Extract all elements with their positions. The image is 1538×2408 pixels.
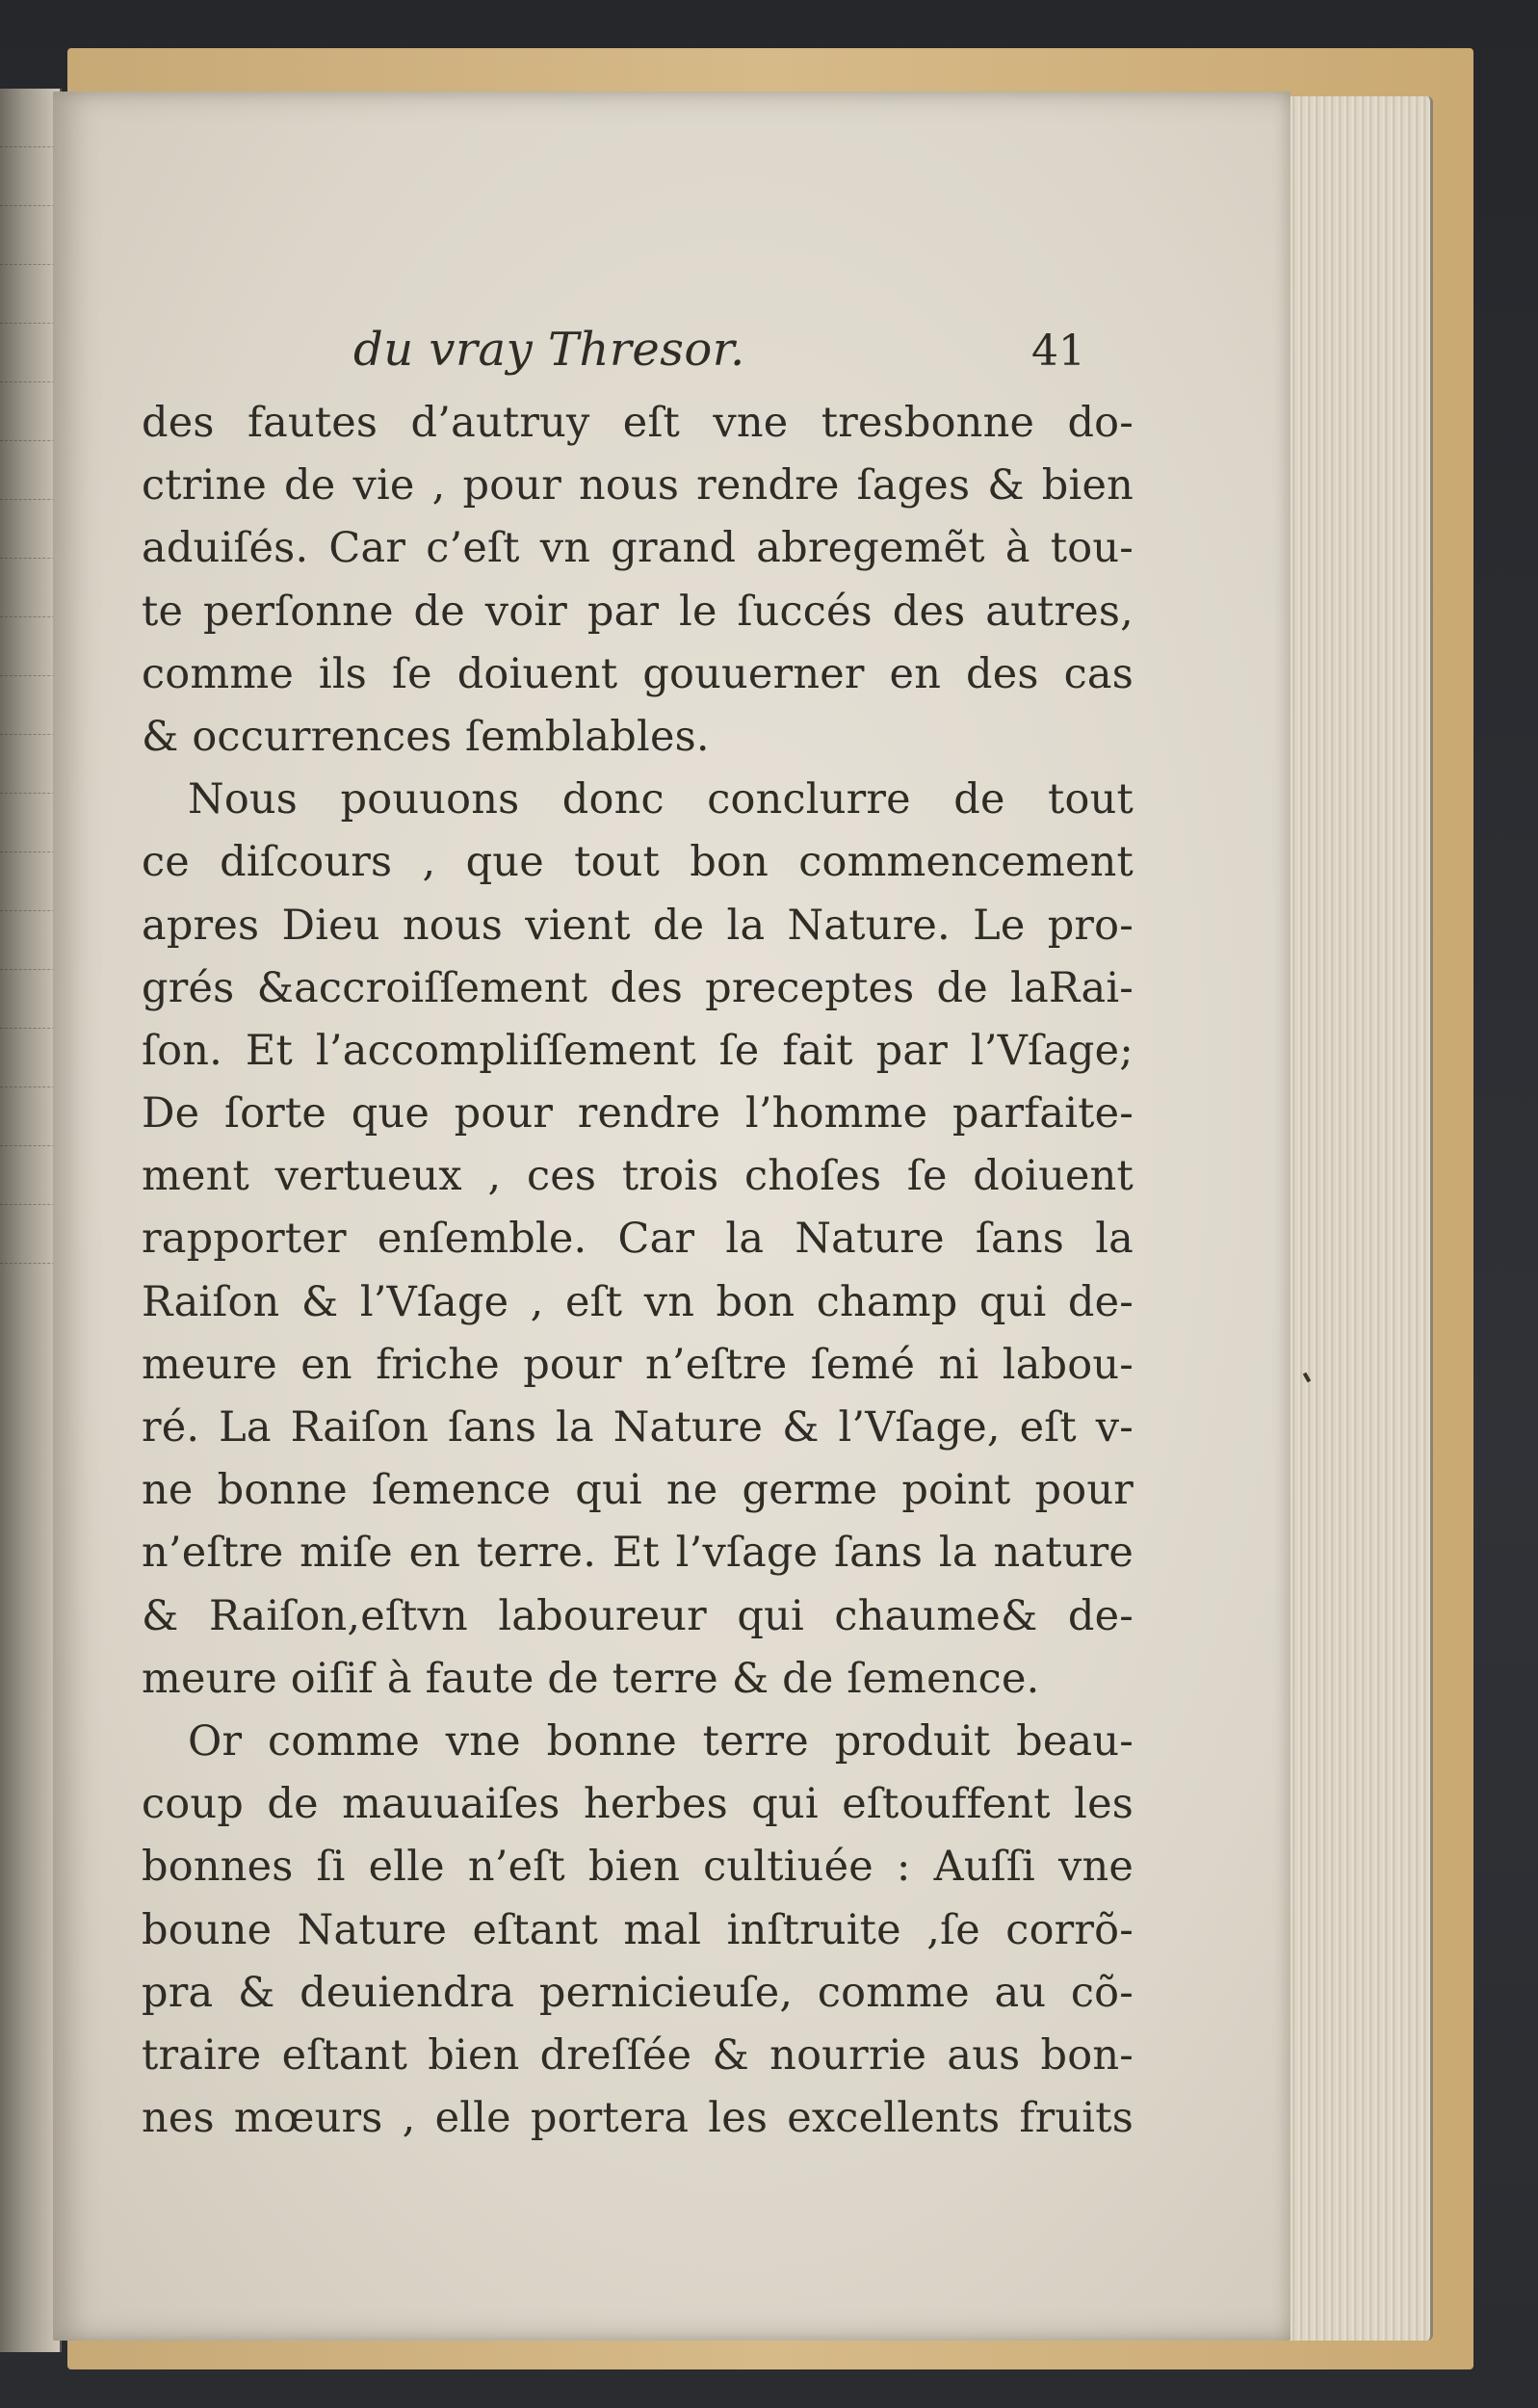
text-line: Raiſon & l’Vſage , eſt vn bon champ qui de- [142,1277,1134,1326]
page-header [142,323,1134,386]
text-line: Nous pouuons donc conclurre de tout [188,775,1134,824]
text-line: ment vertueux , ces trois choſes ſe doiuent [142,1152,1134,1201]
text-line: ré. La Raiſon ſans la Nature & l’Vſage, eſt v- [142,1403,1134,1452]
text-line: ce diſcours , que tout bon commencement [142,838,1134,887]
text-line: te perſonne de voir par le ſuccés des autres, [142,587,1134,636]
running-head: du vray Thresor. [353,323,745,377]
text-line: comme ils ſe doiuent gouuerner en des cas [142,649,1134,698]
text-line: De ſorte que pour rendre l’homme parfaite- [142,1089,1134,1139]
text-line: n’eſtre miſe en terre. Et l’vſage ſans la nature [142,1529,1134,1578]
text-line: apres Dieu nous vient de la Nature. Le pro- [142,901,1134,950]
text-line: des fautes d’autruy eſt vne tresbonne do- [142,399,1134,447]
book-page [53,92,1290,2341]
text-line: nes mœurs , elle portera les excellents fruits [142,2094,1134,2143]
text-line: rapporter enſemble. Car la Nature ſans la [142,1215,1134,1264]
page-text-block [142,323,1134,2150]
text-line: aduiſés. Car c’eſt vn grand abregemẽt à tou- [142,524,1134,573]
text-line: Or comme vne bonne terre produit beau- [188,1716,1134,1766]
text-line: meure oiſif à faute de terre & de ſemence. [142,1654,1040,1703]
text-line: boune Nature eſtant mal inſtruite ,ſe corrõ- [142,1905,1134,1954]
text-line: pra & deuiendra pernicieuſe, comme au cõ- [142,1968,1134,2017]
page-number: 41 [1031,327,1085,376]
text-line: coup de mauuaiſes herbes qui eſtouffent les [142,1780,1134,1829]
text-line: & occurrences ſemblables. [142,712,710,761]
text-line: ctrine de vie , pour nous rendre ſages & bien [142,461,1134,510]
text-line: bonnes ſi elle n’eſt bien cultiuée : Auſſi vne [142,1843,1134,1892]
text-line: ne bonne ſemence qui ne germe point pour [142,1466,1134,1515]
text-line: grés &accroiſſement des preceptes de laRai- [142,963,1134,1012]
text-line: & Raiſon,eſtvn laboureur qui chaume& de- [142,1591,1134,1640]
text-line: meure en friche pour n’eſtre ſemé ni labou- [142,1340,1134,1389]
text-line: traire eſtant bien dreſſée & nourrie aus bon- [142,2030,1134,2080]
text-line: ſon. Et l’accompliſſement ſe fait par l’Vſage; [142,1026,1134,1075]
page-edges-stack [1281,96,1433,2341]
